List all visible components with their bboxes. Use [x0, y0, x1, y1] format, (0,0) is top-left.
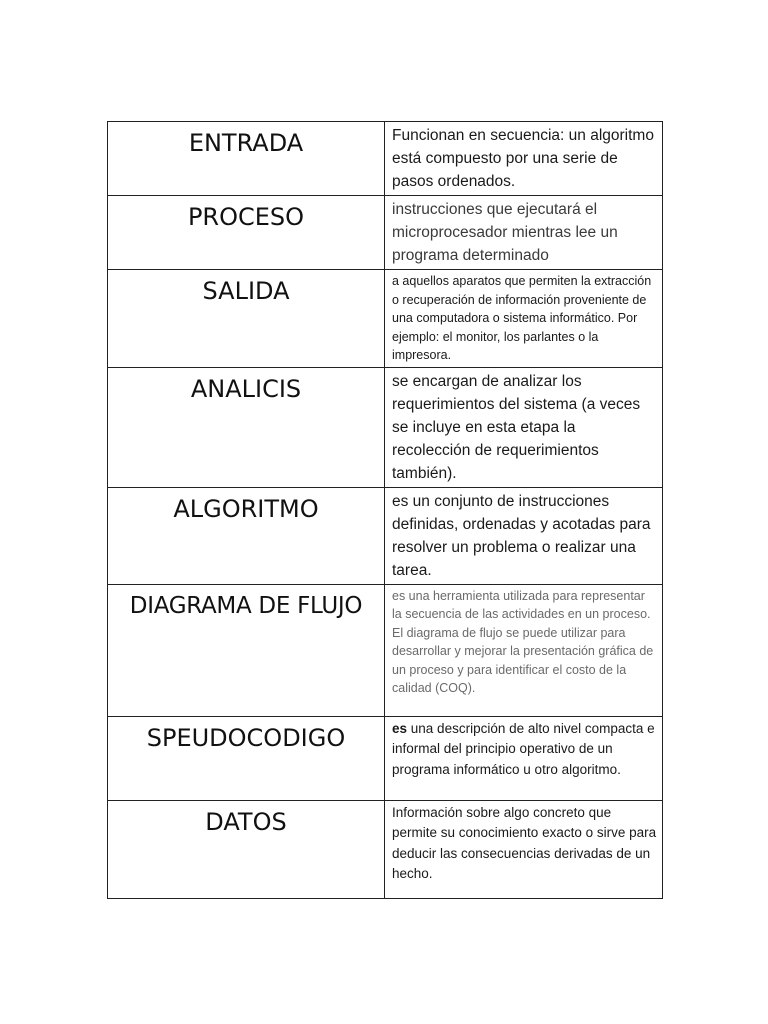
- definition-lead-word: es: [392, 720, 408, 736]
- definition-cell: [385, 716, 663, 800]
- table-row: [108, 270, 663, 368]
- definition-salida: a aquellos aparatos que permiten la extracción o recuperación de información proveniente de una computadora o sistema informático. Por ejemplo: el monitor, los parlantes o la impresora.: [392, 274, 652, 362]
- definition-algoritmo: es un conjunto de instrucciones definidas, ordenadas y acotadas para resolver un problema o realizar una tarea.: [392, 492, 651, 579]
- term-speudocodigo: SPEUDOCODIGO: [146, 723, 346, 752]
- term-analicis: ANALICIS: [190, 374, 302, 403]
- definition-cell: [385, 196, 663, 270]
- definition-proceso: instrucciones que ejecutará el microprocesador mientras lee un programa determinado: [392, 201, 618, 264]
- term-datos: DATOS: [205, 807, 287, 836]
- definition-speudocodigo: [385, 717, 662, 783]
- definition-text: una descripción de alto nivel compacta e informal del principio operativo de un programa informático u otro algoritmo.: [392, 720, 655, 777]
- table-row: [108, 716, 663, 800]
- term-cell: [108, 584, 385, 716]
- term-salida: SALIDA: [202, 277, 290, 305]
- term-proceso: PROCESO: [187, 203, 305, 231]
- term-cell: [108, 122, 385, 196]
- definition-cell: [385, 584, 663, 716]
- definition-cell: [385, 270, 663, 368]
- term-cell: [108, 487, 385, 584]
- definition-cell: [385, 122, 663, 196]
- term-entrada: ENTRADA: [188, 129, 304, 157]
- term-cell: [108, 716, 385, 800]
- table-row: [108, 584, 663, 716]
- term-cell: [108, 367, 385, 487]
- term-diagrama-de-flujo: DIAGRAMA DE FLUJO: [129, 592, 363, 619]
- table-row: [108, 800, 663, 898]
- definition-cell: [385, 487, 663, 584]
- term-cell: [108, 800, 385, 898]
- definition-datos: Información sobre algo concreto que permite su conocimiento exacto o sirve para deducir las consecuencias derivadas de un hecho.: [392, 804, 657, 881]
- definition-analicis: se encargan de analizar los requerimientos del sistema (a veces se incluye en esta etapa la recolección de requerimientos también).: [392, 372, 641, 482]
- table-row: [108, 487, 663, 584]
- table-row: [108, 196, 663, 270]
- definition-cell: [385, 800, 663, 898]
- definition-diagrama-de-flujo: es una herramienta utilizada para representar la secuencia de las actividades en un proceso. El diagrama de flujo se puede utilizar para desarrollar y mejorar la presentación gráfica de un proceso y para identificar el costo de la calidad (COQ).: [392, 588, 654, 695]
- term-algoritmo: ALGORITMO: [173, 494, 319, 523]
- table-row: [108, 367, 663, 487]
- glossary-table: [107, 121, 663, 899]
- table-row: [108, 122, 663, 196]
- term-cell: [108, 270, 385, 368]
- term-cell: [108, 196, 385, 270]
- definition-entrada: Funcionan en secuencia: un algoritmo está compuesto por una serie de pasos ordenados.: [392, 127, 654, 190]
- definition-cell: [385, 367, 663, 487]
